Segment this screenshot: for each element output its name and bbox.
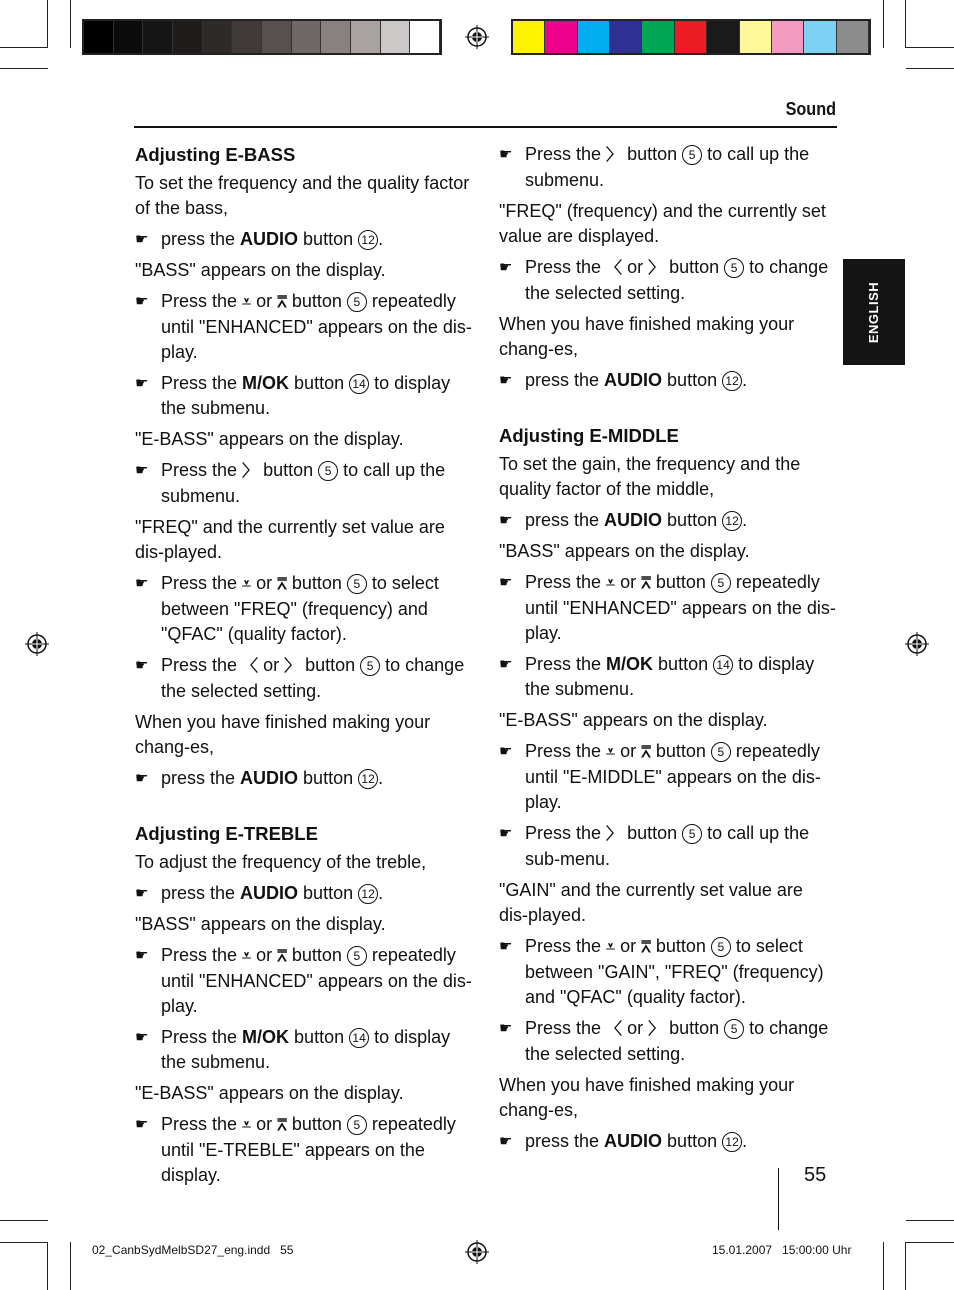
crop-mark bbox=[0, 1220, 48, 1221]
up-arrow-icon: ⩞ bbox=[277, 948, 287, 965]
up-arrow-icon: ⩞ bbox=[641, 744, 651, 761]
crop-mark bbox=[883, 1242, 884, 1290]
hand-pointer-icon: ☛ bbox=[135, 462, 149, 479]
left-column bbox=[135, 142, 472, 1194]
button-number-badge: 5 bbox=[711, 742, 731, 762]
up-arrow-icon: ⩞ bbox=[277, 576, 287, 593]
paragraph: "GAIN" and the currently set value are dis-played. bbox=[499, 880, 803, 925]
heading-etreble: Adjusting E-TREBLE bbox=[135, 823, 318, 844]
crop-mark bbox=[906, 68, 954, 69]
gray-swatch bbox=[232, 21, 262, 53]
right-column bbox=[499, 142, 836, 1160]
right-arrow-icon: 〉 bbox=[606, 147, 623, 164]
hand-pointer-icon: ☛ bbox=[499, 146, 513, 163]
gray-swatch bbox=[410, 21, 440, 53]
instruction-step: ☛ Press the M/OK button 14 to display the submenu. bbox=[135, 371, 472, 421]
down-arrow-icon: ⩡ bbox=[242, 1117, 252, 1134]
page-number-rule bbox=[778, 1168, 779, 1230]
paragraph: To adjust the frequency of the treble, bbox=[135, 852, 427, 872]
paragraph: When you have finished making your chang-es, bbox=[499, 314, 795, 359]
instruction-step: ☛ press the AUDIO button 12 . bbox=[135, 881, 472, 906]
hand-pointer-icon: ☛ bbox=[499, 512, 513, 529]
hand-pointer-icon: ☛ bbox=[499, 574, 513, 591]
gray-swatch bbox=[203, 21, 233, 53]
hand-pointer-icon: ☛ bbox=[499, 1020, 513, 1037]
button-number-badge: 12 bbox=[358, 884, 378, 904]
page-number: 55 bbox=[804, 1164, 827, 1186]
right-arrow-icon: 〉 bbox=[284, 658, 301, 675]
paragraph: "E-BASS" appears on the display. bbox=[135, 1083, 404, 1103]
instruction-step: ☛ Press the M/OK button 14 to display the submenu. bbox=[135, 1025, 472, 1075]
down-arrow-icon: ⩡ bbox=[606, 939, 616, 956]
right-arrow-icon: 〉 bbox=[648, 260, 665, 277]
button-number-badge: 5 bbox=[347, 574, 367, 594]
paragraph: "FREQ" (frequency) and the currently set value are displayed. bbox=[499, 201, 826, 246]
gray-swatch bbox=[351, 21, 381, 53]
color-swatch bbox=[675, 21, 707, 53]
hand-pointer-icon: ☛ bbox=[135, 575, 149, 592]
instruction-step: ☛ Press the ⩡ or ⩞ button 5 repeatedly until "ENHANCED" appears on the dis-play. bbox=[135, 289, 472, 365]
right-arrow-icon: 〉 bbox=[242, 463, 259, 480]
language-tab-label: ENGLISH bbox=[866, 281, 882, 343]
instruction-step: ☛ Press the M/OK button 14 to display the submenu. bbox=[499, 652, 836, 702]
left-arrow-icon: 〈 bbox=[242, 658, 259, 675]
button-number-badge: 5 bbox=[682, 145, 702, 165]
button-number-badge: 5 bbox=[347, 946, 367, 966]
color-swatch bbox=[578, 21, 610, 53]
instruction-step: ☛ Press the 〉 button 5 to call up the sub-menu. bbox=[499, 821, 836, 872]
instruction-step: ☛ Press the 〈 or 〉 button 5 to change the selected setting. bbox=[135, 653, 472, 704]
color-swatch bbox=[513, 21, 545, 53]
color-swatch bbox=[740, 21, 772, 53]
gray-swatch bbox=[173, 21, 203, 53]
color-swatch bbox=[642, 21, 674, 53]
up-arrow-icon: ⩞ bbox=[641, 575, 651, 592]
button-number-badge: 5 bbox=[682, 824, 702, 844]
crop-mark bbox=[906, 1220, 954, 1221]
button-number-badge: 5 bbox=[318, 461, 338, 481]
button-number-badge: 14 bbox=[349, 374, 369, 394]
instruction-step: ☛ Press the 〈 or 〉 button 5 to change the selected setting. bbox=[499, 1016, 836, 1067]
heading-ebass: Adjusting E-BASS bbox=[135, 144, 296, 165]
gray-swatch bbox=[262, 21, 292, 53]
color-swatch bbox=[610, 21, 642, 53]
instruction-step: ☛ Press the ⩡ or ⩞ button 5 repeatedly until "E-MIDDLE" appears on the dis-play. bbox=[499, 739, 836, 815]
button-number-badge: 5 bbox=[711, 573, 731, 593]
crop-mark bbox=[47, 1242, 48, 1290]
gray-swatch bbox=[381, 21, 411, 53]
hand-pointer-icon: ☛ bbox=[499, 656, 513, 673]
left-arrow-icon: 〈 bbox=[606, 260, 623, 277]
hand-pointer-icon: ☛ bbox=[135, 1116, 149, 1133]
button-number-badge: 12 bbox=[722, 1132, 742, 1152]
color-swatch bbox=[772, 21, 804, 53]
crop-mark bbox=[0, 47, 48, 48]
up-arrow-icon: ⩞ bbox=[641, 939, 651, 956]
heading-emiddle: Adjusting E-MIDDLE bbox=[499, 425, 679, 446]
down-arrow-icon: ⩡ bbox=[242, 948, 252, 965]
color-swatch bbox=[545, 21, 577, 53]
crop-mark bbox=[905, 0, 906, 48]
button-number-badge: 5 bbox=[347, 292, 367, 312]
section-title: Sound bbox=[785, 99, 836, 119]
gray-swatch bbox=[114, 21, 144, 53]
paragraph: "BASS" appears on the display. bbox=[135, 260, 386, 280]
hand-pointer-icon: ☛ bbox=[499, 259, 513, 276]
registration-mark-icon bbox=[465, 25, 489, 49]
footer-timestamp: 15.01.2007 15:00:00 Uhr bbox=[712, 1243, 852, 1257]
right-arrow-icon: 〉 bbox=[648, 1021, 665, 1038]
hand-pointer-icon: ☛ bbox=[135, 947, 149, 964]
down-arrow-icon: ⩡ bbox=[606, 744, 616, 761]
paragraph: "E-BASS" appears on the display. bbox=[135, 429, 404, 449]
instruction-step: ☛ Press the ⩡ or ⩞ button 5 repeatedly until "ENHANCED" appears on the dis-play. bbox=[135, 943, 472, 1019]
color-swatch bbox=[837, 21, 869, 53]
hand-pointer-icon: ☛ bbox=[135, 770, 149, 787]
down-arrow-icon: ⩡ bbox=[242, 576, 252, 593]
instruction-step: ☛ press the AUDIO button 12 . bbox=[499, 368, 836, 393]
left-arrow-icon: 〈 bbox=[606, 1021, 623, 1038]
crop-mark bbox=[905, 1242, 906, 1290]
color-swatch bbox=[707, 21, 739, 53]
button-number-badge: 12 bbox=[722, 371, 742, 391]
button-number-badge: 14 bbox=[713, 655, 733, 675]
footer-file-name: 02_CanbSydMelbSD27_eng.indd 55 bbox=[92, 1243, 294, 1257]
hand-pointer-icon: ☛ bbox=[499, 938, 513, 955]
instruction-step: ☛ Press the 〈 or 〉 button 5 to change the selected setting. bbox=[499, 255, 836, 306]
instruction-step: ☛ Press the ⩡ or ⩞ button 5 repeatedly until "E-TREBLE" appears on the display. bbox=[135, 1112, 472, 1188]
button-number-badge: 12 bbox=[358, 230, 378, 250]
paragraph: "E-BASS" appears on the display. bbox=[499, 710, 768, 730]
paragraph: To set the gain, the frequency and the quality factor of the middle, bbox=[499, 454, 801, 499]
crop-mark bbox=[47, 0, 48, 48]
gray-swatch bbox=[84, 21, 114, 53]
button-number-badge: 5 bbox=[724, 1019, 744, 1039]
instruction-step: ☛ Press the 〉 button 5 to call up the submenu. bbox=[135, 458, 472, 509]
up-arrow-icon: ⩞ bbox=[277, 1117, 287, 1134]
down-arrow-icon: ⩡ bbox=[606, 575, 616, 592]
paragraph: "FREQ" and the currently set value are dis-played. bbox=[135, 517, 445, 562]
hand-pointer-icon: ☛ bbox=[135, 657, 149, 674]
instruction-step: ☛ Press the ⩡ or ⩞ button 5 to select between "GAIN", "FREQ" (frequency) and "QFAC" (quality factor). bbox=[499, 934, 836, 1010]
crop-mark bbox=[70, 0, 71, 48]
instruction-step: ☛ press the AUDIO button 12 . bbox=[135, 227, 472, 252]
button-number-badge: 5 bbox=[711, 937, 731, 957]
hand-pointer-icon: ☛ bbox=[135, 1029, 149, 1046]
hand-pointer-icon: ☛ bbox=[499, 1133, 513, 1150]
paragraph: When you have finished making your chang-es, bbox=[135, 712, 431, 757]
paragraph: To set the frequency and the quality factor of the bass, bbox=[135, 173, 470, 218]
hand-pointer-icon: ☛ bbox=[135, 293, 149, 310]
process-color-bar bbox=[511, 19, 871, 55]
crop-mark bbox=[906, 1242, 954, 1243]
hand-pointer-icon: ☛ bbox=[135, 375, 149, 392]
hand-pointer-icon: ☛ bbox=[499, 372, 513, 389]
up-arrow-icon: ⩞ bbox=[277, 294, 287, 311]
crop-mark bbox=[883, 0, 884, 48]
button-number-badge: 5 bbox=[347, 1115, 367, 1135]
registration-mark-icon bbox=[465, 1240, 489, 1264]
paragraph: "BASS" appears on the display. bbox=[499, 541, 750, 561]
instruction-step: ☛ Press the ⩡ or ⩞ button 5 repeatedly until "ENHANCED" appears on the dis-play. bbox=[499, 570, 836, 646]
hand-pointer-icon: ☛ bbox=[499, 825, 513, 842]
instruction-step: ☛ Press the 〉 button 5 to call up the submenu. bbox=[499, 142, 836, 193]
button-number-badge: 14 bbox=[349, 1028, 369, 1048]
gray-color-bar bbox=[82, 19, 442, 55]
paragraph: "BASS" appears on the display. bbox=[135, 914, 386, 934]
hand-pointer-icon: ☛ bbox=[135, 231, 149, 248]
hand-pointer-icon: ☛ bbox=[499, 743, 513, 760]
button-number-badge: 5 bbox=[360, 656, 380, 676]
hand-pointer-icon: ☛ bbox=[135, 885, 149, 902]
instruction-step: ☛ press the AUDIO button 12 . bbox=[499, 508, 836, 533]
paragraph: When you have finished making your chang-es, bbox=[499, 1075, 795, 1120]
right-arrow-icon: 〉 bbox=[606, 826, 623, 843]
crop-mark bbox=[906, 47, 954, 48]
down-arrow-icon: ⩡ bbox=[242, 294, 252, 311]
crop-mark bbox=[0, 68, 48, 69]
gray-swatch bbox=[292, 21, 322, 53]
instruction-step: ☛ press the AUDIO button 12 . bbox=[499, 1129, 836, 1154]
crop-mark bbox=[70, 1242, 71, 1290]
button-number-badge: 12 bbox=[722, 511, 742, 531]
button-number-badge: 5 bbox=[724, 258, 744, 278]
instruction-step: ☛ press the AUDIO button 12 . bbox=[135, 766, 472, 791]
gray-swatch bbox=[143, 21, 173, 53]
gray-swatch bbox=[321, 21, 351, 53]
button-number-badge: 12 bbox=[358, 769, 378, 789]
header-rule bbox=[134, 126, 837, 128]
registration-mark-icon bbox=[25, 632, 49, 656]
color-swatch bbox=[804, 21, 836, 53]
instruction-step: ☛ Press the ⩡ or ⩞ button 5 to select between "FREQ" (frequency) and "QFAC" (quality factor). bbox=[135, 571, 472, 647]
language-tab-label-wrap bbox=[843, 259, 905, 365]
crop-mark bbox=[0, 1242, 48, 1243]
registration-mark-icon bbox=[905, 632, 929, 656]
